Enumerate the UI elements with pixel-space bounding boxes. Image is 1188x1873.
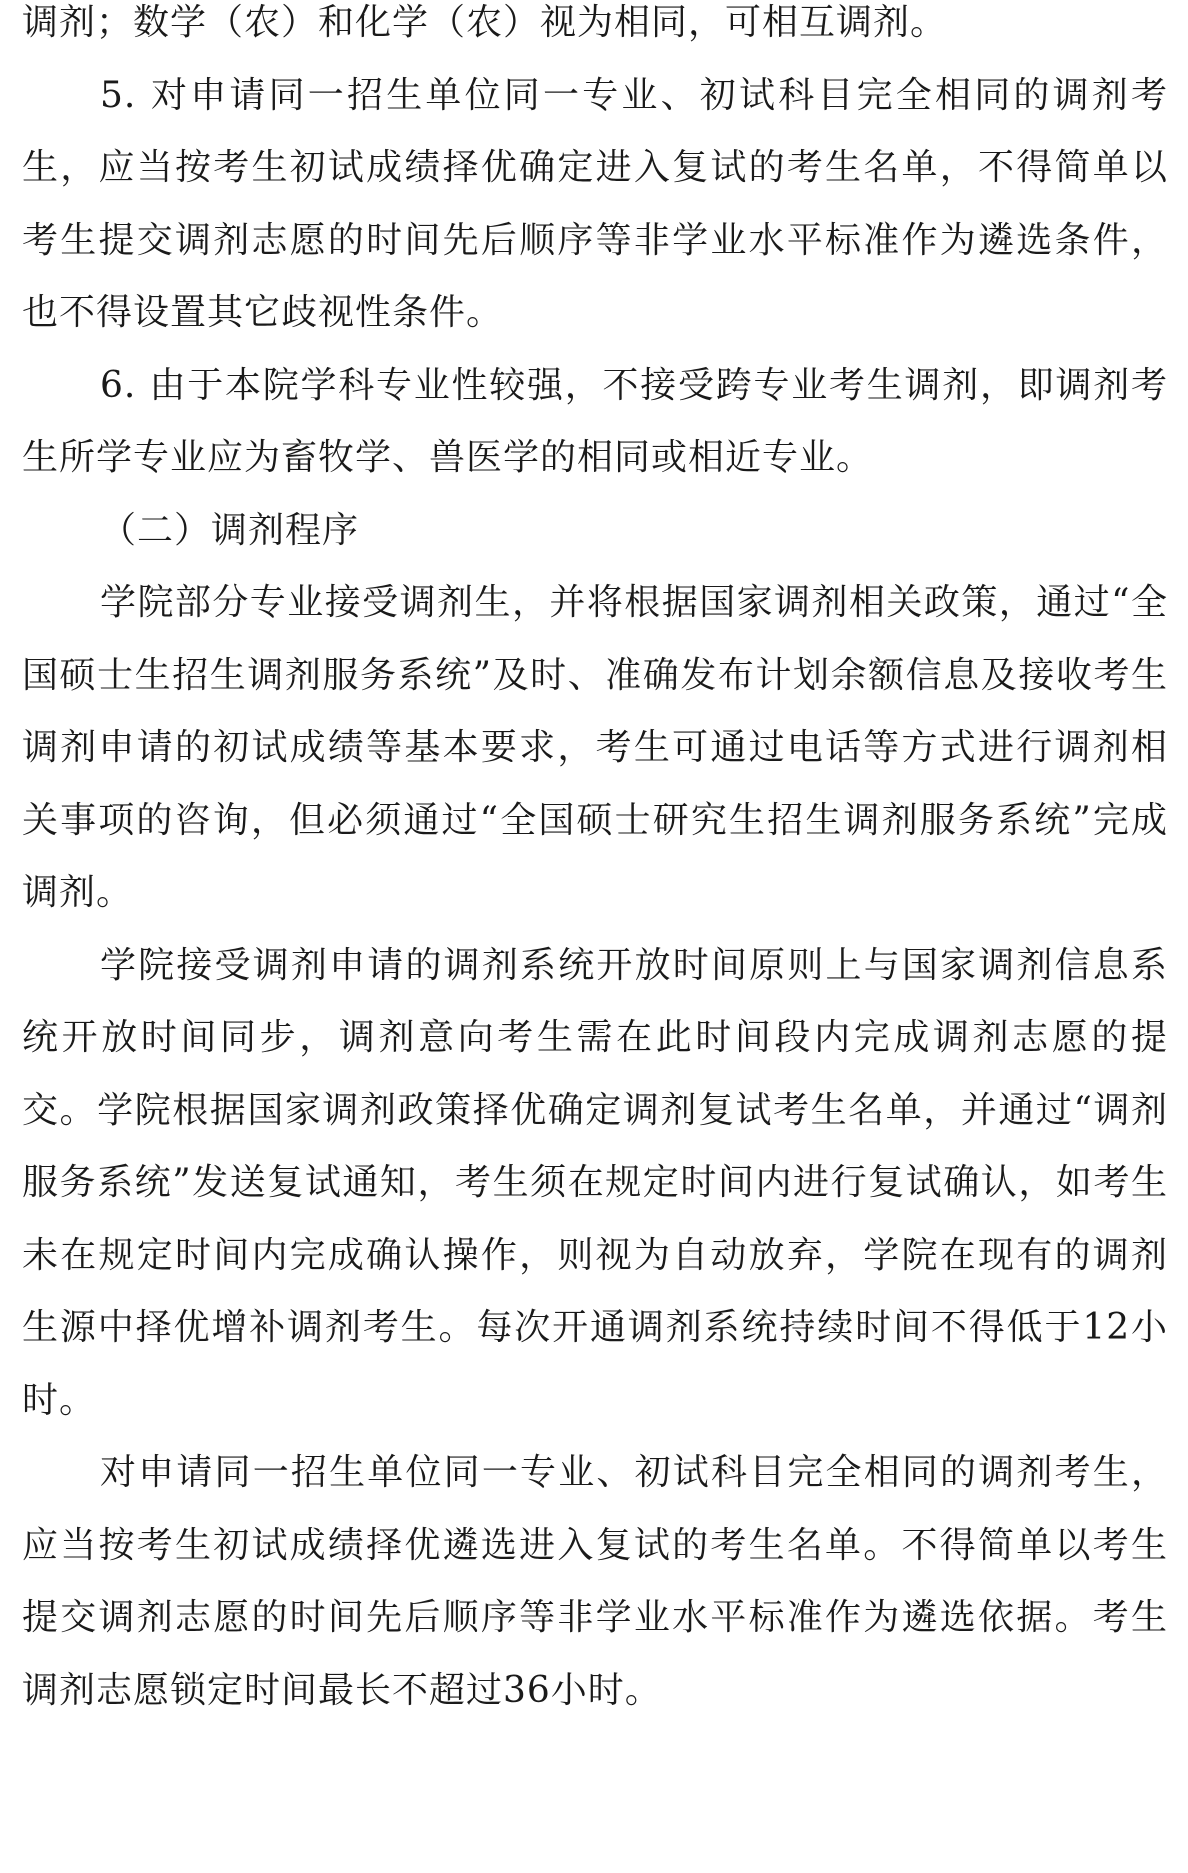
paragraph-adjustment-system: 学院部分专业接受调剂生，并将根据国家调剂相关政策，通过“全国硕士生招生调剂服务系统”及时、准确发布计划余额信息及接收考生调剂申请的初试成绩等基本要求，考生可通过电话等方式进行调剂相关事项的咨询，但必须通过“全国硕士研究生招生调剂服务系统”完成调剂。 (22, 582, 1168, 913)
paragraph-item-5: 5. 对申请同一招生单位同一专业、初试科目完全相同的调剂考生，应当按考生初试成绩择优确定进入复试的考生名单，不得简单以考生提交调剂志愿的时间先后顺序等非学业水平标准作为遴选条件，也不得设置其它歧视性条件。 (22, 74, 1168, 333)
paragraph-item-6: 6. 由于本院学科专业性较强，不接受跨专业考生调剂，即调剂考生所学专业应为畜牧学、兽医学的相同或相近专业。 (22, 364, 1168, 478)
section-heading: （二）调剂程序 (100, 509, 360, 551)
paragraph-open-time: 学院接受调剂申请的调剂系统开放时间原则上与国家调剂信息系统开放时间同步，调剂意向考生需在此时间段内完成调剂志愿的提交。学院根据国家调剂政策择优确定调剂复试考生名单，并通过“调剂服务系统”发送复试通知，考生须在规定时间内进行复试确认，如考生未在规定时间内完成确认操作，则视为自动放弃，学院在现有的调剂生源中择优增补调剂考生。每次开通调剂系统持续时间不得低于12小时。 (22, 944, 1168, 1421)
paragraph-continuation: 调剂；数学（农）和化学（农）视为相同，可相互调剂。 (22, 2, 948, 43)
paragraph-selection-rule: 对申请同一招生单位同一专业、初试科目完全相同的调剂考生，应当按考生初试成绩择优遴选进入复试的考生名单。不得简单以考生提交调剂志愿的时间先后顺序等非学业水平标准作为遴选依据。考生调剂志愿锁定时间最长不超过36小时。 (22, 1452, 1168, 1711)
